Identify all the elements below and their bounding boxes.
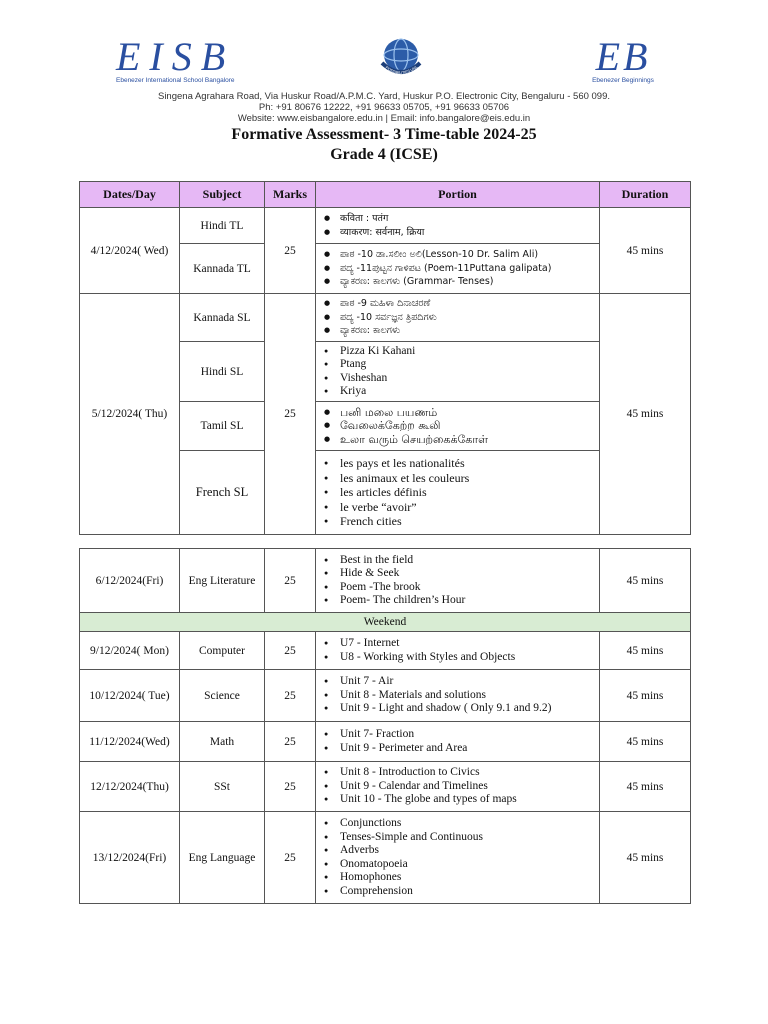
eb-logo [578, 34, 668, 84]
marks-cell: 25 [265, 632, 316, 670]
list-item: ● Visheshan [340, 372, 595, 386]
list-item: ● Best in the field [340, 554, 595, 568]
weekend-label: Weekend [80, 613, 691, 632]
marks-cell: 25 [265, 762, 316, 812]
eisb-logo-text: EISB [116, 34, 235, 79]
subject-cell: Hindi TL [180, 208, 265, 244]
list-item: ● ಪಾಠ -9 ಮಹಿಳಾ ದಿನಾಚರಣೆ [340, 297, 595, 311]
list-item: ● வேலைக்கேற்ற கூலி [340, 419, 595, 433]
marks-cell: 25 [265, 549, 316, 613]
list-item: ● Ptang [340, 358, 595, 372]
date-cell: 5/12/2024( Thu) [80, 294, 180, 535]
header-row [80, 182, 691, 208]
list-item: ● French cities [340, 514, 595, 529]
subject-cell: Eng Language [180, 812, 265, 904]
marks-cell: 25 [265, 670, 316, 722]
page-subtitle: Grade 4 (ICSE) [330, 146, 438, 163]
subject-cell: Math [180, 722, 265, 762]
table-row [80, 762, 691, 812]
portion-cell [316, 244, 600, 294]
list-item: ● ಪದ್ಯ -11ಪುಟ್ಟನ ಗಾಳಿಪಟ (Poem-11Puttana galipata) [340, 262, 595, 276]
table-row [80, 722, 691, 762]
list-item: ● Adverbs [340, 844, 595, 858]
portion-list [316, 815, 599, 900]
list-item: ● ವ್ಯಾಕರಣ: ಕಾಲಗಳು (Grammar- Tenses) [340, 275, 595, 289]
list-item: ● Onomatopoeia [340, 858, 595, 872]
duration-cell: 45 mins [600, 722, 691, 762]
table-row [80, 670, 691, 722]
subject-cell: Tamil SL [180, 402, 265, 451]
timetable-part-2 [79, 548, 691, 904]
eisb-logo [116, 34, 266, 84]
marks-cell: 25 [265, 294, 316, 535]
letterhead [0, 0, 768, 125]
list-item: ● ಪದ್ಯ -10 ಸರ್ವಜ್ಞನ ತ್ರಿಪದಿಗಳು [340, 311, 595, 325]
globe-logo-icon [376, 37, 426, 84]
portion-list [316, 673, 599, 718]
marks-cell: 25 [265, 208, 316, 294]
date-cell: 12/12/2024(Thu) [80, 762, 180, 812]
list-item: ● ಪಾಠ -10 ಡಾ.ಸಲೀಂ ಅಲಿ(Lesson-10 Dr. Salim Ali) [340, 248, 595, 262]
portion-list [316, 552, 599, 610]
page-title: Formative Assessment- 3 Time-table 2024-25 [231, 126, 537, 143]
table-row [80, 294, 691, 342]
portion-cell [316, 549, 600, 613]
school-website: Website: www.eisbangalore.edu.in | Email: info.bangalore@eis.edu.in [237, 113, 531, 124]
date-cell: 13/12/2024(Fri) [80, 812, 180, 904]
list-item: ● Hide & Seek [340, 567, 595, 581]
list-item: ● Pizza Ki Kahani [340, 345, 595, 359]
list-item: ● les pays et les nationalités [340, 456, 595, 471]
list-item: ● Homophones [340, 871, 595, 885]
portion-list [316, 210, 599, 241]
list-item: ● பனி மலை பயணம் [340, 406, 595, 420]
col-header-subject: Subject [180, 182, 265, 208]
portion-cell [316, 722, 600, 762]
list-item: ● U8 - Working with Styles and Objects [340, 651, 595, 665]
list-item: ● कविता : पतंग [340, 212, 595, 226]
eb-logo-text: EB [595, 34, 651, 79]
portion-cell [316, 762, 600, 812]
col-header-date: Dates/Day [80, 182, 180, 208]
list-item: ● व्याकरण: सर्वनाम, क्रिया [340, 226, 595, 240]
subject-cell: Kannada TL [180, 244, 265, 294]
portion-cell [316, 208, 600, 244]
portion-cell [316, 812, 600, 904]
portion-cell [316, 451, 600, 535]
list-item: ● Unit 7- Fraction [340, 728, 595, 742]
school-phone: Ph: +91 80676 12222, +91 96633 05705, +91 96633 05706 [258, 102, 510, 113]
subject-cell: Hindi SL [180, 342, 265, 402]
subject-cell: Science [180, 670, 265, 722]
duration-cell: 45 mins [600, 549, 691, 613]
duration-cell: 45 mins [600, 762, 691, 812]
list-item: ● உலா வரும் செயற்கைக்கோள் [340, 433, 595, 447]
table-row [80, 549, 691, 613]
table-row [80, 632, 691, 670]
list-item: ● Unit 7 - Air [340, 675, 595, 689]
portion-list [316, 454, 599, 531]
col-header-marks: Marks [265, 182, 316, 208]
list-item: ● Poem -The brook [340, 581, 595, 595]
list-item: ● Unit 9 - Calendar and Timelines [340, 780, 595, 794]
weekend-row [80, 613, 691, 632]
portion-list [316, 764, 599, 809]
col-header-duration: Duration [600, 182, 691, 208]
list-item: ● ವ್ಯಾಕರಣ: ಕಾಲಗಳು [340, 324, 595, 338]
portion-list [316, 295, 599, 340]
school-address: Singena Agrahara Road, Via Huskur Road/A.P.M.C. Yard, Huskur P.O. Electronic City, Bengaluru - 560 099. [157, 91, 611, 102]
list-item: ● Unit 9 - Light and shadow ( Only 9.1 and 9.2) [340, 702, 595, 716]
list-item: ● Unit 8 - Introduction to Civics [340, 766, 595, 780]
eisb-logo-subtitle: Ebenezer International School Bangalore [116, 77, 235, 84]
date-cell: 4/12/2024( Wed) [80, 208, 180, 294]
portion-list [316, 343, 599, 401]
portion-list [316, 726, 599, 757]
table-row [80, 812, 691, 904]
col-header-portion: Portion [316, 182, 600, 208]
subject-cell: French SL [180, 451, 265, 535]
portion-list [316, 635, 599, 666]
list-item: ● Unit 9 - Perimeter and Area [340, 742, 595, 756]
list-item: ● Comprehension [340, 885, 595, 899]
subject-cell: SSt [180, 762, 265, 812]
list-item: ● Conjunctions [340, 817, 595, 831]
portion-cell [316, 632, 600, 670]
list-item: ● les animaux et les couleurs [340, 471, 595, 486]
portion-cell [316, 670, 600, 722]
duration-cell: 45 mins [600, 208, 691, 294]
portion-cell [316, 294, 600, 342]
date-cell: 10/12/2024( Tue) [80, 670, 180, 722]
duration-cell: 45 mins [600, 294, 691, 535]
table-row [80, 208, 691, 244]
portion-cell [316, 342, 600, 402]
date-cell: 11/12/2024(Wed) [80, 722, 180, 762]
list-item: ● Unit 8 - Materials and solutions [340, 689, 595, 703]
portion-list [316, 404, 599, 449]
duration-cell: 45 mins [600, 670, 691, 722]
marks-cell: 25 [265, 722, 316, 762]
timetable-part-1 [79, 181, 691, 535]
eb-logo-subtitle: Ebenezer Beginnings [592, 77, 654, 84]
date-cell: 6/12/2024(Fri) [80, 549, 180, 613]
subject-cell: Eng Literature [180, 549, 265, 613]
list-item: ● les articles définis [340, 485, 595, 500]
subject-cell: Computer [180, 632, 265, 670]
globe-logo-caption: POSSIBILITIES UNL [384, 64, 419, 76]
list-item: ● Tenses-Simple and Continuous [340, 831, 595, 845]
subject-cell: Kannada SL [180, 294, 265, 342]
portion-list [316, 246, 599, 291]
list-item: ● le verbe “avoir” [340, 500, 595, 515]
list-item: ● Kriya [340, 385, 595, 399]
list-item: ● Poem- The children’s Hour [340, 594, 595, 608]
duration-cell: 45 mins [600, 812, 691, 904]
portion-cell [316, 402, 600, 451]
date-cell: 9/12/2024( Mon) [80, 632, 180, 670]
marks-cell: 25 [265, 812, 316, 904]
list-item: ● U7 - Internet [340, 637, 595, 651]
duration-cell: 45 mins [600, 632, 691, 670]
list-item: ● Unit 10 - The globe and types of maps [340, 793, 595, 807]
